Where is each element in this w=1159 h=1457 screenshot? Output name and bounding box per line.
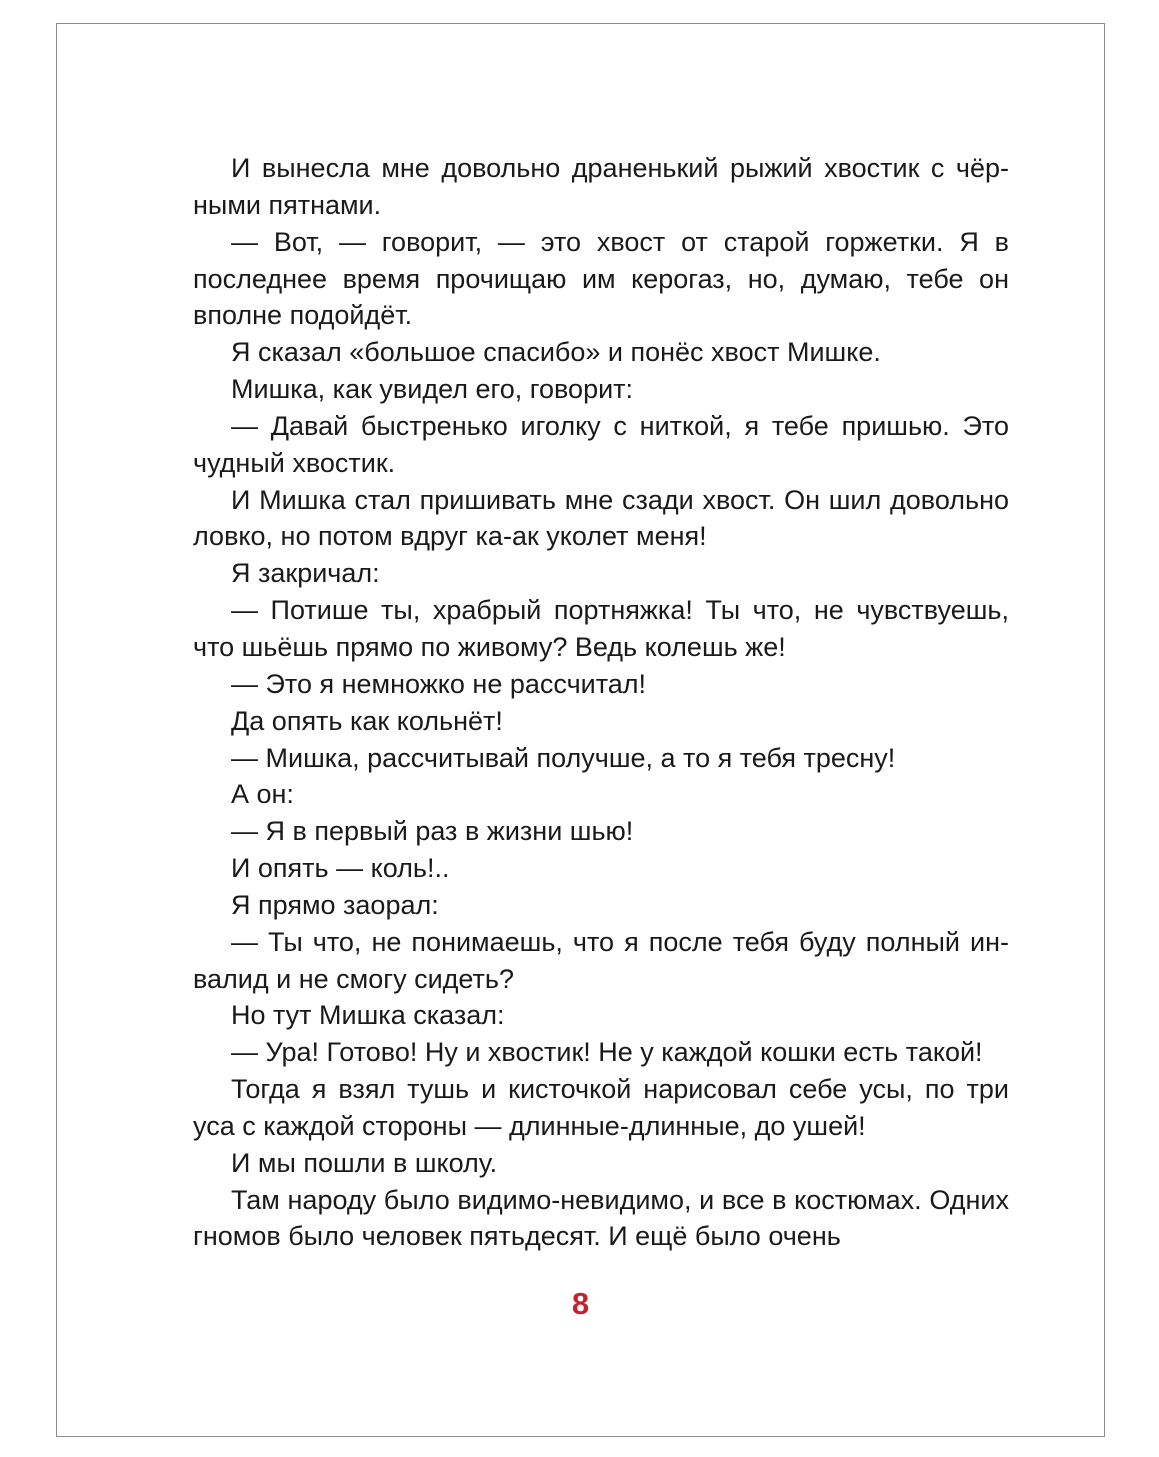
paragraph: Я сказал «большое спасибо» и понёс хвост Мишке. xyxy=(231,337,881,368)
paragraph: — Ура! Готово! Ну и хвостик! Не у каждой кошки есть такой! xyxy=(231,1037,983,1068)
paragraph: Мишка, как увидел его, говорит: xyxy=(231,374,634,405)
book-page xyxy=(56,23,1105,1437)
paragraph: Я закричал: xyxy=(231,558,380,589)
paragraph: Да опять как кольнёт! xyxy=(231,705,503,736)
paragraph: Но тут Мишка сказал: xyxy=(231,1000,505,1031)
paragraph: Там народу было видимо-невидимо, и все в костюмах. Одних гномов было человек пятьдесят. И ещё было очень xyxy=(193,1184,1009,1252)
page-number: 8 xyxy=(571,1286,590,1321)
paragraph: И Мишка стал пришивать мне сзади хвост. Он шил довольно ловко, но потом вдруг ка-ак уколет меня! xyxy=(193,484,1009,552)
paragraph: И мы пошли в школу. xyxy=(231,1147,498,1178)
paragraph: Тогда я взял тушь и кисточкой нарисовал себе усы, по три уса с каждой стороны — длинные-длинные, до ушей! xyxy=(193,1074,1009,1141)
paragraph: А он: xyxy=(231,779,294,810)
paragraph: И вынесла мне довольно драненький рыжий хвостик с чёрными пятнами. xyxy=(193,153,1009,220)
paragraph: — Мишка, рассчитывай получше, а то я тебя тресну! xyxy=(231,742,896,773)
paragraph: — Потише ты, храбрый портняжка! Ты что, не чувствуешь, что шьёшь прямо по живому? Ведь колешь же! xyxy=(193,595,1009,662)
paragraph: — Вот, — говорит, — это хвост от старой горжетки. Я в последнее время прочищаю им керогаз, но, думаю, тебе он вполне подойдёт. xyxy=(193,226,1009,331)
paragraph: — Ты что, не понимаешь, что я после тебя буду полный инвалид и не смогу сидеть? xyxy=(193,926,1009,994)
paragraph: Я прямо заорал: xyxy=(231,889,439,920)
story-text xyxy=(193,150,1009,1255)
paragraph: И опять — коль!.. xyxy=(231,853,450,884)
paragraph: — Я в первый раз в жизни шью! xyxy=(231,816,634,847)
paragraph: — Это я немножко не рассчитал! xyxy=(231,668,647,699)
paragraph: — Давай быстренько иголку с ниткой, я тебе пришью. Это чудный хвостик. xyxy=(193,410,1009,478)
